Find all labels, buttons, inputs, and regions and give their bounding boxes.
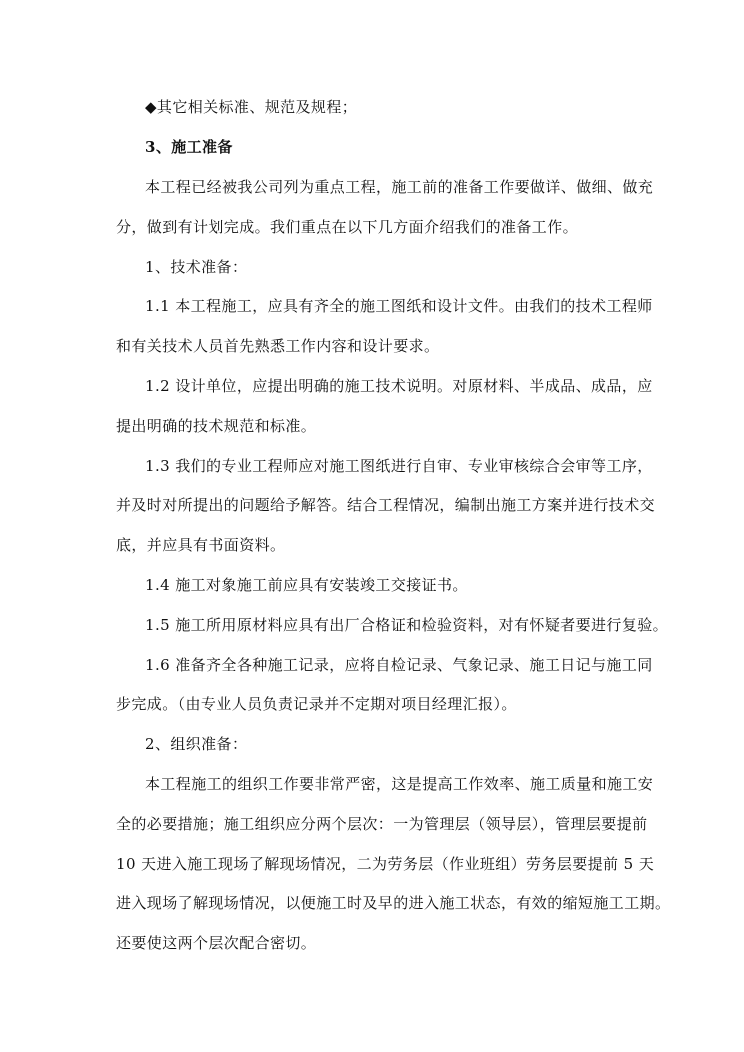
paragraph-line: 提出明确的技术规范和标准。 [116, 417, 317, 435]
paragraph-line: 进入现场了解现场情况，以便施工时及早的进入施工状态，有效的缩短施工工期。 [116, 894, 671, 912]
paragraph-line: 底，并应具有书面资料。 [116, 536, 286, 554]
paragraph-line: 1.3 我们的专业工程师应对施工图纸进行自审、专业审核综合会审等工序， [145, 457, 653, 475]
paragraph-line: 1.5 施工所用原材料应具有出厂合格证和检验资料，对有怀疑者要进行复验。 [145, 616, 669, 634]
paragraph-line: 1.1 本工程施工，应具有齐全的施工图纸和设计文件。由我们的技术工程师 [145, 297, 653, 315]
paragraph-line: 本工程已经被我公司列为重点工程，施工前的准备工作要做详、做细、做充 [145, 178, 654, 196]
paragraph-line: 本工程施工的组织工作要非常严密，这是提高工作效率、施工质量和施工安 [145, 775, 654, 793]
paragraph-line: 1.6 准备齐全各种施工记录，应将自检记录、气象记录、施工日记与施工同 [145, 656, 653, 674]
subsection-heading: 1、技术准备： [145, 258, 248, 276]
paragraph-line: 1.2 设计单位，应提出明确的施工技术说明。对原材料、半成品、成品，应 [145, 377, 653, 395]
paragraph-line: 1.4 施工对象施工前应具有安装竣工交接证书。 [145, 576, 468, 594]
paragraph-line: 还要使这两个层次配合密切。 [116, 934, 317, 952]
paragraph-line: 分，做到有计划完成。我们重点在以下几方面介绍我们的准备工作。 [116, 218, 579, 236]
paragraph-line: 全的必要措施；施工组织应分两个层次：一为管理层（领导层），管理层要提前 [116, 815, 648, 833]
subsection-heading: 2、组织准备： [145, 735, 248, 753]
section-heading: 3、施工准备 [145, 138, 233, 156]
paragraph-line: 和有关技术人员首先熟悉工作内容和设计要求。 [116, 337, 440, 355]
paragraph-line: 并及时对所提出的问题给予解答。结合工程情况，编制出施工方案并进行技术交 [116, 496, 656, 514]
paragraph-line: 步完成。（由专业人员负责记录并不定期对项目经理汇报）。 [116, 695, 517, 713]
paragraph-line: 10 天进入施工现场了解现场情况，二为劳务层（作业班组）劳务层要提前 5 天 [116, 855, 655, 873]
standards-item: ◆其它相关标准、规范及规程； [145, 98, 358, 116]
